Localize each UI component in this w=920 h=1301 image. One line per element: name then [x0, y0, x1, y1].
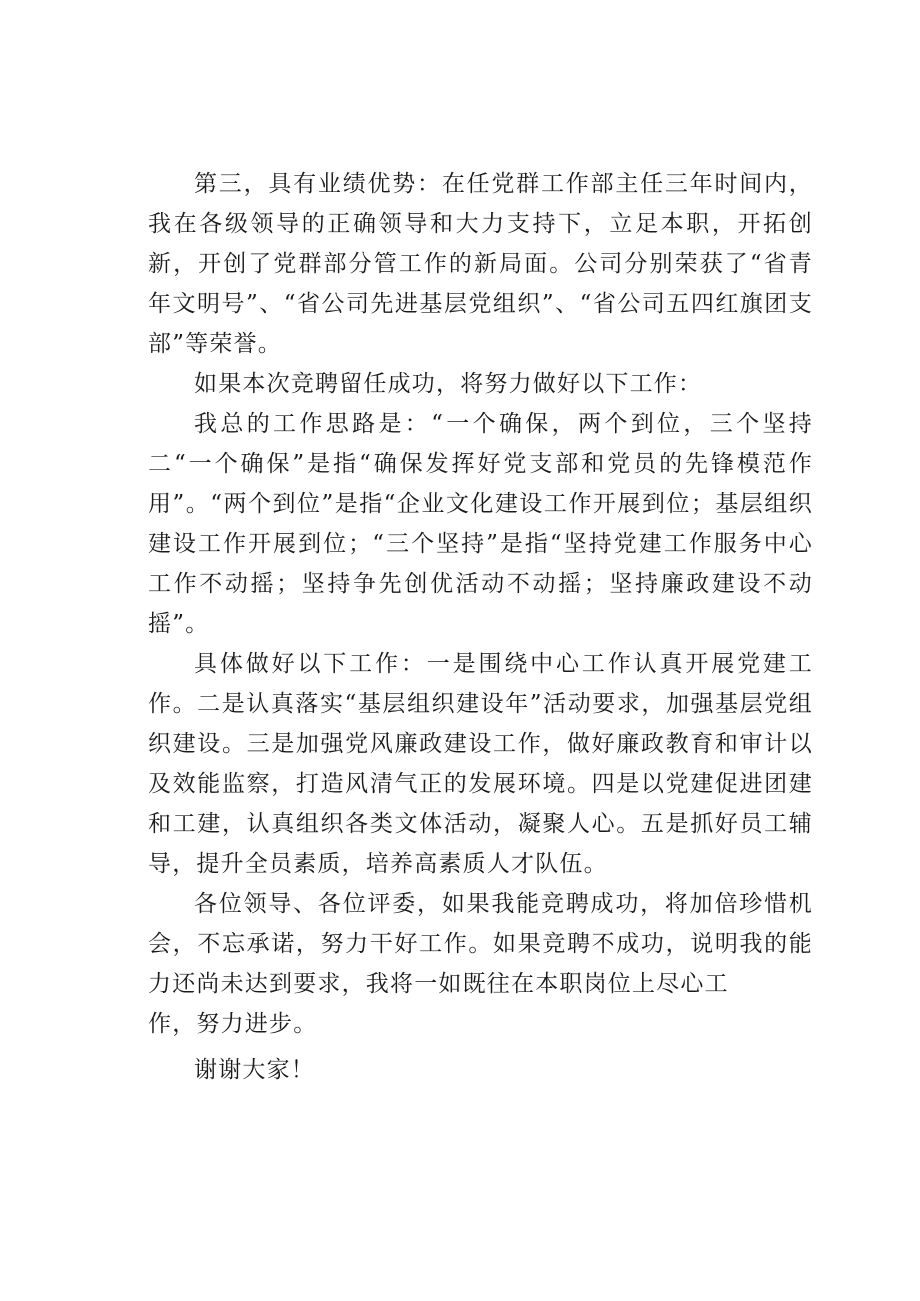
paragraph-intro-plan: 如果本次竞聘留任成功，将努力做好以下工作：	[194, 371, 703, 397]
paragraph-commitment-tail: 作，努力进步。	[148, 1011, 318, 1037]
paragraph-work-idea: 我总的工作思路是：“一个确保，两个到位，三个坚持二“一个确保”是指“确保发挥好党支部和党员的先锋模范作用”。“两个到位”是指“企业文化建设工作开展到位；基层组织建设工作开展到位；“三个坚持”是指“坚持党建工作服务中心工作不动摇；坚持争先创优活动不动摇；坚持廉政建设不动摇”。	[148, 411, 813, 637]
paragraph-commitment: 各位领导、各位评委，如果我能竞聘成功，将加倍珍惜机会，不忘承诺，努力干好工作。如果竞聘不成功，说明我的能力还尚未达到要求，我将一如既往在本职岗位上尽心工	[148, 891, 813, 997]
paragraph-performance: 第三，具有业绩优势：在任党群工作部主任三年时间内，我在各级领导的正确领导和大力支持下，立足本职，开拓创新，开创了党群部分管工作的新局面。公司分别荣获了“省青年文明号”、“省公司先进基层党组织”、“省公司五四红旗团支部”等荣誉。	[148, 171, 813, 357]
closing-thanks: 谢谢大家！	[194, 1057, 315, 1083]
paragraph-specific-work: 具体做好以下工作：一是围绕中心工作认真开展党建工作。二是认真落实“基层组织建设年”活动要求，加强基层党组织建设。三是加强党风廉政建设工作，做好廉政教育和审计以及效能监察，打造风清气正的发展环境。四是以党建促进团建和工建，认真组织各类文体活动，凝聚人心。五是抓好员工辅导，提升全员素质，培养高素质人才队伍。	[148, 651, 813, 877]
document-body	[148, 164, 813, 1090]
